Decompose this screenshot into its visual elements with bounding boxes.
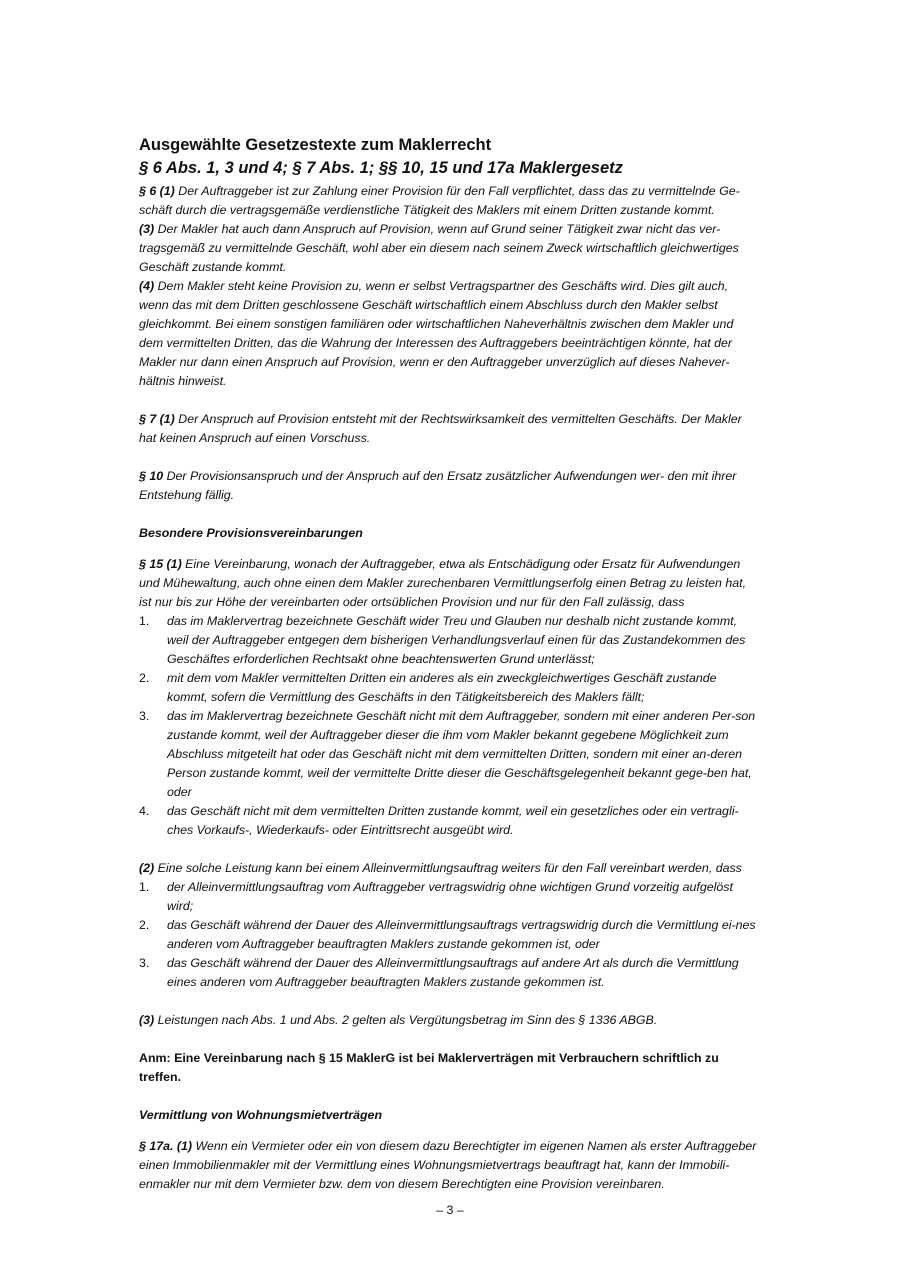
- paragraph-label: (3): [139, 1013, 155, 1027]
- paragraph-label: (4): [139, 279, 155, 293]
- list-item: [139, 802, 759, 840]
- list-item: [139, 707, 759, 802]
- paragraph-s15-1: [139, 555, 759, 612]
- list-number: 1.: [139, 880, 150, 894]
- document-title: Ausgewählte Gesetzestexte zum Maklerrecht: [139, 136, 492, 154]
- page-content: [139, 134, 759, 1194]
- list-number: 2.: [139, 918, 150, 932]
- paragraph-label: § 6 (1): [139, 184, 175, 198]
- paragraph-text: Der Anspruch auf Provision entsteht mit der Rechtswirksamkeit des vermittelten Geschäfts. Der Makler hat keinen Anspruch auf einen Vorschuss.: [139, 412, 742, 445]
- paragraph-s6-3: [139, 220, 759, 277]
- list-text: das Geschäft während der Dauer des Alleinvermittlungsauftrags vertragswidrig durch die Vermittlung ei-nes anderen vom Auftraggeber beauftragten Maklers zustande gekommen ist, oder: [167, 918, 756, 951]
- list-item: [139, 916, 759, 954]
- paragraph-text: Der Provisionsanspruch und der Anspruch auf den Ersatz zusätzlicher Aufwendungen wer- den mit ihrer Entstehung fällig.: [139, 469, 737, 502]
- page-number: – 3 –: [436, 1203, 464, 1217]
- paragraph-text: Wenn ein Vermieter oder ein von diesem dazu Berechtigter im eigenen Namen als erster Auftraggeber einen Immobilienmakler mit der Vermittlung eines Wohnungsmietvertrags beauftragt hat, kann der Immobili-enmakler nur mit dem Vermieter bzw. dem von diesem Berechtigten eine Provision vereinbaren.: [139, 1139, 757, 1191]
- list-number: 1.: [139, 614, 150, 628]
- list-s15-1: [139, 612, 759, 840]
- paragraph-label: § 15 (1): [139, 557, 182, 571]
- paragraph-text: Der Makler hat auch dann Anspruch auf Provision, wenn auf Grund seiner Tätigkeit zwar nicht das ver-tragsgemäß zu vermittelnde Geschäft, wohl aber ein diesem nach seinem Zweck wirtschaftlich gleichwertiges Geschäft zustande kommt.: [139, 222, 739, 274]
- paragraph-s6-1: [139, 182, 759, 220]
- list-item: [139, 669, 759, 707]
- list-text: das Geschäft nicht mit dem vermittelten Dritten zustande kommt, weil ein gesetzliches oder ein vertragli-ches Vorkaufs-, Wiederkaufs- oder Eintrittsrecht ausgeübt wird.: [167, 804, 739, 837]
- paragraph-s15-2: [139, 859, 759, 878]
- paragraph-text: Der Auftraggeber ist zur Zahlung einer Provision für den Fall verpflichtet, dass das zu vermittelnde Ge-schäft durch die vertragsgemäße verdienstliche Tätigkeit des Maklers mit einem Dritten zustande kommt.: [139, 184, 740, 217]
- document-subtitle: § 6 Abs. 1, 3 und 4; § 7 Abs. 1; §§ 10, 15 und 17a Maklergesetz: [139, 159, 623, 177]
- paragraph-text: Eine solche Leistung kann bei einem Alleinvermittlungsauftrag weiters für den Fall vereinbart werden, dass: [154, 861, 742, 875]
- paragraph-s6-4: [139, 277, 759, 391]
- list-text: das Geschäft während der Dauer des Alleinvermittlungsauftrags auf andere Art als durch die Vermittlung eines anderen vom Auftraggeber beauftragten Maklers zustande gekommen ist.: [167, 956, 739, 989]
- paragraph-s10: [139, 467, 759, 505]
- list-item: [139, 612, 759, 669]
- list-text: der Alleinvermittlungsauftrag vom Auftraggeber vertragswidrig ohne wichtigen Grund vorzeitig aufgelöst wird;: [167, 880, 733, 913]
- list-text: das im Maklervertrag bezeichnete Geschäft wider Treu und Glauben nur deshalb nicht zustande kommt, weil der Auftraggeber entgegen dem bisherigen Verhandlungsverlauf einen für das Zustandekommen des Geschäftes erforderlichen Rechtsakt ohne beachtenswerten Grund unterlässt;: [167, 614, 746, 666]
- paragraph-label: § 7 (1): [139, 412, 175, 426]
- list-text: das im Maklervertrag bezeichnete Geschäft nicht mit dem Auftraggeber, sondern mit einer anderen Per-son zustande kommt, weil der Auftraggeber dieser die ihm vom Makler bekannt gegebene Möglichkeit zum Abschluss mitgeteilt hat oder das Geschäft nicht mit dem vermittelten Dritten, sondern mit einer an-deren Person zustande kommt, weil der vermittelte Dritte dieser die Geschäftsgelegenheit bekannt gege-ben hat, oder: [167, 709, 756, 799]
- list-item: [139, 954, 759, 992]
- paragraph-s15-3: [139, 1011, 759, 1030]
- paragraph-label: (3): [139, 222, 155, 236]
- section-heading-besondere: Besondere Provisionsvereinbarungen: [139, 526, 363, 540]
- section-heading-vermittlung: Vermittlung von Wohnungsmietverträgen: [139, 1108, 383, 1122]
- paragraph-label: § 17a. (1): [139, 1139, 193, 1153]
- paragraph-text: Dem Makler steht keine Provision zu, wenn er selbst Vertragspartner des Geschäfts wird. Dies gilt auch, wenn das mit dem Dritten geschlossene Geschäft wirtschaftlich einem Abschluss durch den Makler selbst gleichkommt. Bei einem sonstigen familiären oder wirtschaftlichen Naheverhältnis zwischen dem Makler und dem vermittelten Dritten, das die Wahrung der Interessen des Auftraggebers beeinträchtigen könnte, hat der Makler nur dann einen Anspruch auf Provision, wenn er den Auftraggeber unverzüglich auf dieses Nahever-hältnis hinweist.: [139, 279, 734, 388]
- paragraph-s17a-1: [139, 1137, 759, 1194]
- list-text: mit dem vom Makler vermittelten Dritten ein anderes als ein zweckgleichwertiges Geschäft zustande kommt, sofern die Vermittlung des Geschäfts in den Tätigkeitsbereich des Maklers fällt;: [167, 671, 717, 704]
- paragraph-label: § 10: [139, 469, 164, 483]
- list-s15-2: [139, 878, 759, 992]
- list-number: 2.: [139, 671, 150, 685]
- paragraph-label: (2): [139, 861, 155, 875]
- list-number: 4.: [139, 804, 150, 818]
- list-item: [139, 878, 759, 916]
- annotation-note: Anm: Eine Vereinbarung nach § 15 MaklerG ist bei Maklerverträgen mit Verbrauchern schriftlich zu treffen.: [139, 1051, 719, 1084]
- paragraph-text: Eine Vereinbarung, wonach der Auftraggeber, etwa als Entschädigung oder Ersatz für Aufwendungen und Mühewaltung, auch ohne einen dem Makler zurechenbaren Vermittlungserfolg einen Betrag zu leisten hat, ist nur bis zur Höhe der vereinbarten oder ortsüblichen Provision und nur für den Fall zulässig, dass: [139, 557, 747, 609]
- paragraph-s7-1: [139, 410, 759, 448]
- list-number: 3.: [139, 709, 150, 723]
- paragraph-text: Leistungen nach Abs. 1 und Abs. 2 gelten als Vergütungsbetrag im Sinn des § 1336 ABGB.: [154, 1013, 658, 1027]
- list-number: 3.: [139, 956, 150, 970]
